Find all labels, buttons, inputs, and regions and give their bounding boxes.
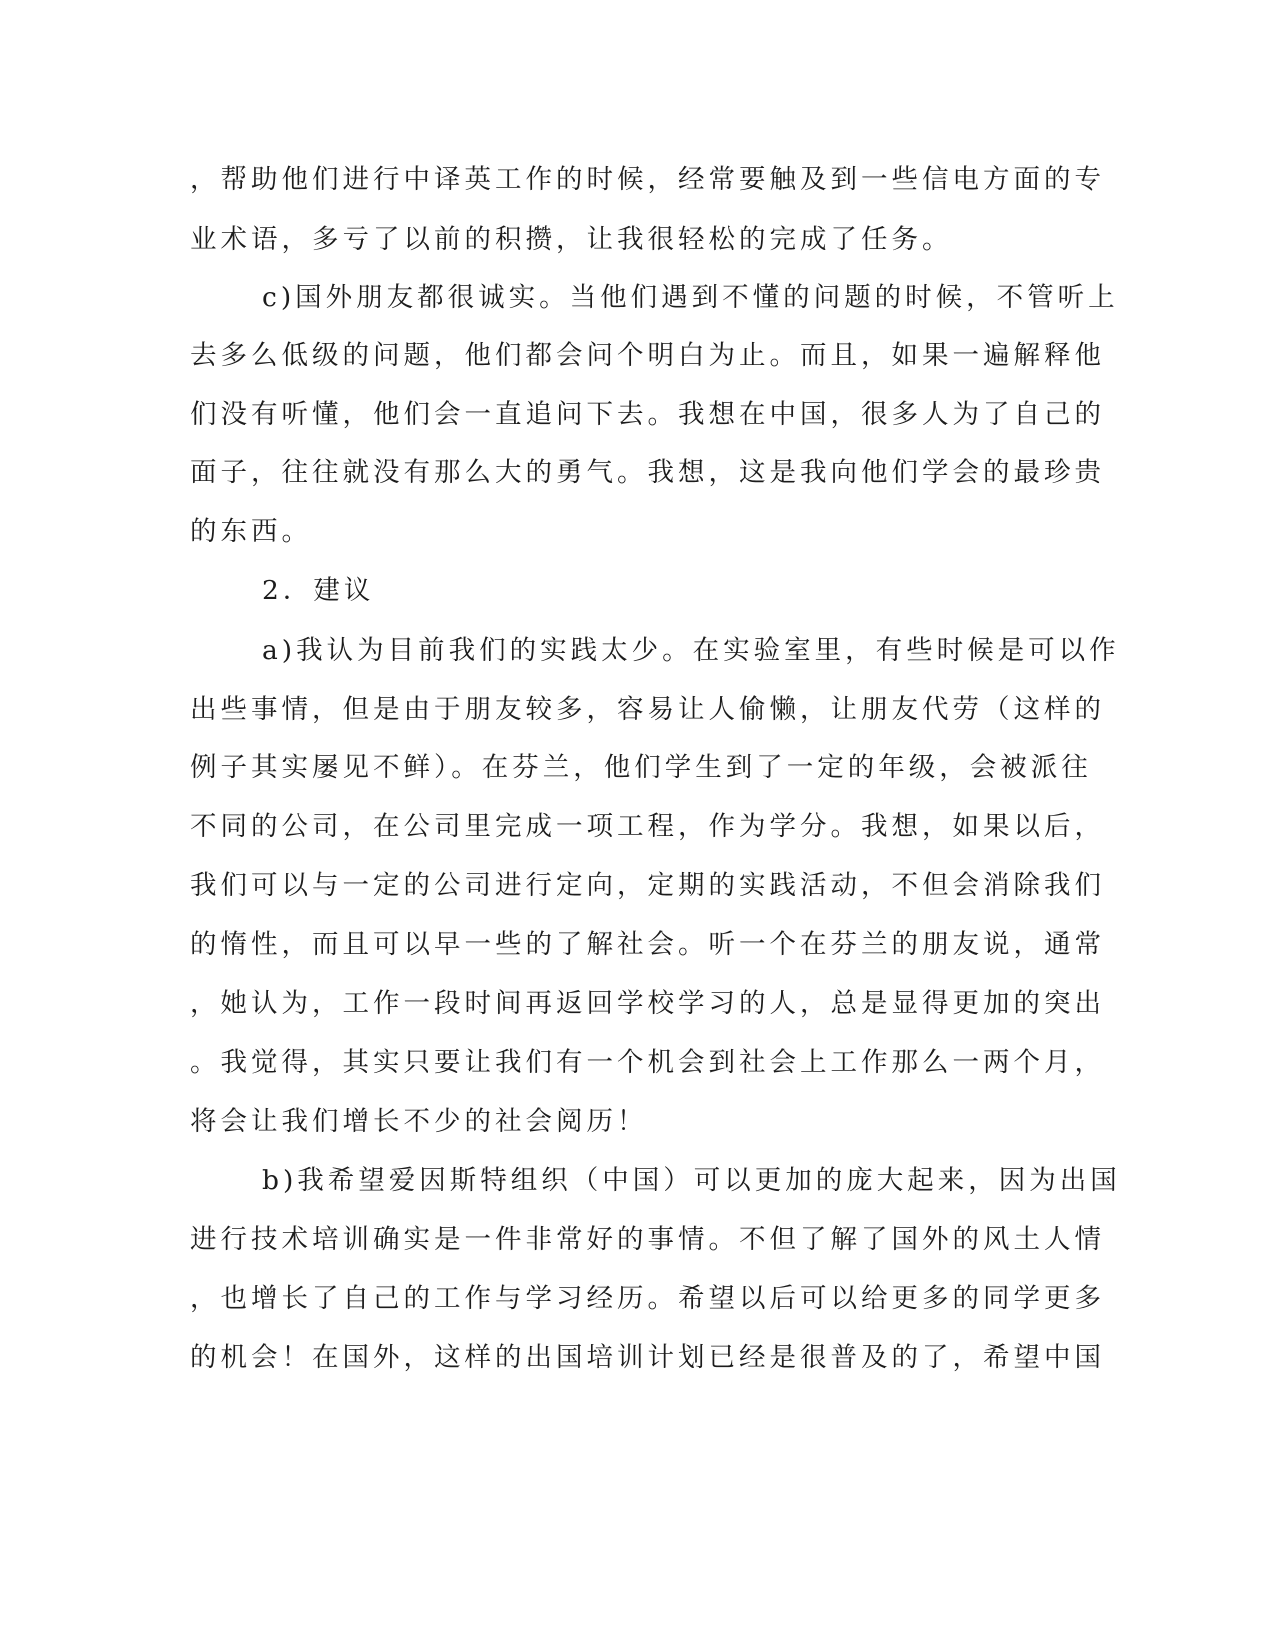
body-text-line: ，她认为，工作一段时间再返回学校学习的人，总是显得更加的突出: [190, 988, 1105, 1019]
body-text-line: 将会让我们增长不少的社会阅历！: [190, 1106, 648, 1137]
paragraph-b-first-line: b)我希望爱因斯特组织（中国）可以更加的庞大起来，因为出国: [262, 1165, 1121, 1196]
body-text-line: 我们可以与一定的公司进行定向，定期的实践活动，不但会消除我们: [190, 870, 1105, 901]
body-text-line: 的惰性，而且可以早一些的了解社会。听一个在芬兰的朋友说，通常: [190, 929, 1105, 960]
paragraph-c-first-line: c)国外朋友都很诚实。当他们遇到不懂的问题的时候，不管听上: [262, 282, 1119, 313]
body-text-line: 不同的公司，在公司里完成一项工程，作为学分。我想，如果以后，: [190, 811, 1105, 842]
body-text-line: 出些事情，但是由于朋友较多，容易让人偷懒，让朋友代劳（这样的: [190, 694, 1105, 725]
body-text-line: 的东西。: [190, 516, 312, 547]
body-text-line: 例子其实屡见不鲜）。在芬兰，他们学生到了一定的年级，会被派往: [190, 752, 1092, 783]
body-text-line: 们没有听懂，他们会一直追问下去。我想在中国，很多人为了自己的: [190, 399, 1105, 430]
body-text-line: 的机会！在国外，这样的出国培训计划已经是很普及的了，希望中国: [190, 1342, 1105, 1373]
paragraph-a-first-line: a)我认为目前我们的实践太少。在实验室里，有些时候是可以作: [262, 635, 1120, 666]
body-text-line: ，帮助他们进行中译英工作的时候，经常要触及到一些信电方面的专: [190, 164, 1105, 195]
body-text-line: 面子，往往就没有那么大的勇气。我想，这是我向他们学会的最珍贵: [190, 457, 1105, 488]
body-text-line: 进行技术培训确实是一件非常好的事情。不但了解了国外的风土人情: [190, 1224, 1105, 1255]
body-text-line: 去多么低级的问题，他们都会问个明白为止。而且，如果一遍解释他: [190, 340, 1105, 371]
section-heading-suggestions: 2．建议: [262, 575, 375, 606]
body-text-line: ，也增长了自己的工作与学习经历。希望以后可以给更多的同学更多: [190, 1283, 1105, 1314]
body-text-line: 业术语，多亏了以前的积攒，让我很轻松的完成了任务。: [190, 224, 953, 255]
body-text-line: 。我觉得，其实只要让我们有一个机会到社会上工作那么一两个月，: [190, 1047, 1105, 1078]
